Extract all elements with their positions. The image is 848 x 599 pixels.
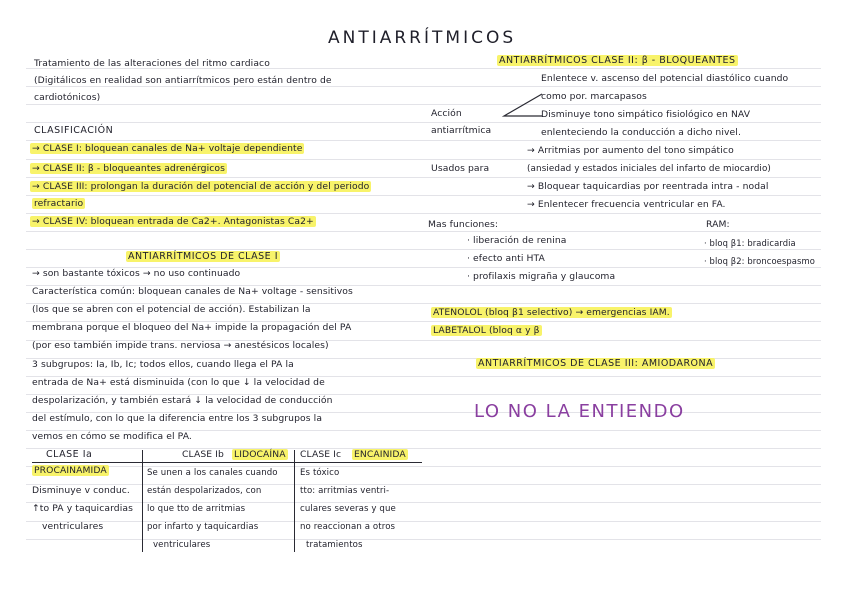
clase-ia-line-1: Disminuye v conduc. <box>32 485 130 496</box>
accion-item-1: Enlentece v. ascenso del potencial diastólico cuando <box>541 73 789 84</box>
clasificacion-heading: CLASIFICACIÓN <box>34 125 114 136</box>
ruled-line <box>26 177 821 178</box>
ruled-line <box>26 140 821 141</box>
clase-ia-line-2: ↑to PA y taquicardias <box>32 503 133 514</box>
clase-ia-line-3: ventriculares <box>42 521 104 532</box>
mas-funciones-item-2: · efecto anti HTA <box>467 253 545 264</box>
mas-funciones-item-3: · profilaxis migraña y glaucoma <box>467 271 616 282</box>
atenolol-text: ATENOLOL (bloq β1 selectivo) → emergencias IAM. <box>433 307 670 318</box>
ram-item-1: · bloq β1: bradicardia <box>704 238 796 248</box>
labetalol-text: LABETALOL (bloq α y β <box>433 325 540 336</box>
procainamida-label: PROCAINAMIDA <box>34 465 107 476</box>
clase-1-line-8: despolarización, y también estará ↓ la velocidad de conducción <box>32 395 333 406</box>
ruled-line <box>26 448 821 449</box>
mas-funciones-item-1: · liberación de renina <box>467 235 567 246</box>
clase-2-heading: ANTIARRÍTMICOS CLASE II: β - BLOQUEANTES <box>499 55 736 66</box>
clase-ib-line-3: lo que tto de arritmias <box>147 504 246 514</box>
clase-1-line-1: → son bastante tóxicos → no uso continuado <box>32 268 241 279</box>
ruled-line <box>26 539 821 540</box>
accion-item-4: enlenteciendo la conducción a dicho nivel. <box>541 127 741 138</box>
ram-item-2: · bloq β2: broncoespasmo <box>704 256 815 266</box>
clase-ib-line-4: por infarto y taquicardias <box>147 522 259 532</box>
clase-ib-line-1: Se unen a los canales cuando <box>147 468 278 478</box>
usados-item-1: → Arritmias por aumento del tono simpático <box>527 145 734 156</box>
usados-item-4: → Enlentecer frecuencia ventricular en FA. <box>527 199 726 210</box>
clase-1-line-3: (los que se abren con el potencial de acción). Estabilizan la <box>32 304 311 315</box>
ruled-line <box>26 213 821 214</box>
usados-item-3: → Bloquear taquicardias por reentrada intra - nodal <box>527 181 769 192</box>
clase-ib-header: CLASE Ib <box>182 449 224 460</box>
accion-label-1: Acción <box>431 108 462 119</box>
clase-1-line-4: membrana porque el bloqueo del Na+ impide la propagación del PA <box>32 322 352 333</box>
clase-1-line-5: (por eso también impide trans. nerviosa → anestésicos locales) <box>32 340 329 351</box>
ruled-line <box>26 195 821 196</box>
encainida-label: ENCAINIDA <box>354 449 406 460</box>
clase-1-heading: ANTIARRÍTMICOS DE CLASE I <box>128 251 279 262</box>
clase-1-line-2: Característica común: bloquean canales de Na+ voltage - sensitivos <box>32 286 353 297</box>
accion-label-2: antiarrítmica <box>431 125 492 136</box>
handwritten-note: LO NO LA ENTIENDO <box>474 401 685 422</box>
intro-line-2: (Digitálicos en realidad son antiarrítmicos pero están dentro de <box>34 75 332 86</box>
table-header-divider <box>32 462 422 463</box>
clase-ib-line-2: están despolarizados, con <box>147 486 262 496</box>
intro-line-3: cardiotónicos) <box>34 92 101 103</box>
page-title: ANTIARRÍTMICOS <box>328 28 517 48</box>
clase-1-line-10: vemos en cómo se modifica el PA. <box>32 431 192 442</box>
table-divider-2 <box>294 450 295 552</box>
ruled-line <box>26 231 821 232</box>
clase-1-item: → CLASE I: bloquean canales de Na+ voltaje dependiente <box>32 143 303 154</box>
ruled-line <box>26 159 821 160</box>
clase-ic-line-1: Es tóxico <box>300 468 340 478</box>
clase-ib-line-5: ventriculares <box>153 540 211 550</box>
lidocaina-label: LIDOCAÍNA <box>234 449 286 460</box>
table-divider-1 <box>142 450 143 552</box>
clase-ic-header: CLASE Ic <box>300 449 342 460</box>
clase-2-item: → CLASE II: β - bloqueantes adrenérgicos <box>32 163 226 174</box>
clase-1-line-9: del estímulo, con lo que la diferencia entre los 3 subgrupos la <box>32 413 323 424</box>
ruled-line <box>26 466 821 467</box>
clase-4-item: → CLASE IV: bloquean entrada de Ca2+. Antagonistas Ca2+ <box>32 216 314 227</box>
ruled-line <box>26 104 821 105</box>
clase-ic-line-3: culares severas y que <box>300 504 396 514</box>
ruled-line <box>26 249 821 250</box>
ram-label: RAM: <box>706 219 730 230</box>
usados-item-2: (ansiedad y estados iniciales del infarto de miocardio) <box>527 164 771 174</box>
clase-ia-header: CLASE Ia <box>46 449 93 460</box>
accion-item-3: Disminuye tono simpático fisiológico en NAV <box>541 109 751 120</box>
clase-ic-line-4: no reaccionan a otros <box>300 522 396 532</box>
ruled-line <box>26 122 821 123</box>
intro-line-1: Tratamiento de las alteraciones del ritmo cardiaco <box>34 58 270 69</box>
mas-funciones-label: Mas funciones: <box>428 219 499 230</box>
clase-ic-line-5: tratamientos <box>306 540 363 550</box>
ruled-line <box>26 502 821 503</box>
clase-3-item-cont: refractario <box>34 198 84 209</box>
clase-3-heading: ANTIARRÍTMICOS DE CLASE III: AMIODARONA <box>478 358 714 369</box>
clase-ic-line-2: tto: arritmias ventri- <box>300 486 390 496</box>
clase-3-item: → CLASE III: prolongan la duración del potencial de acción y del periodo <box>32 181 370 192</box>
clase-1-line-7: entrada de Na+ está disminuida (con lo que ↓ la velocidad de <box>32 377 325 388</box>
clase-1-line-6: 3 subgrupos: Ia, Ib, Ic; todos ellos, cuando llega el PA la <box>32 359 294 370</box>
usados-label: Usados para <box>431 163 490 174</box>
ruled-line <box>26 484 821 485</box>
atenolol-line <box>431 307 672 319</box>
accion-item-2: como por. marcapasos <box>541 91 647 102</box>
bracket-arrows <box>498 90 544 120</box>
ruled-line <box>26 521 821 522</box>
